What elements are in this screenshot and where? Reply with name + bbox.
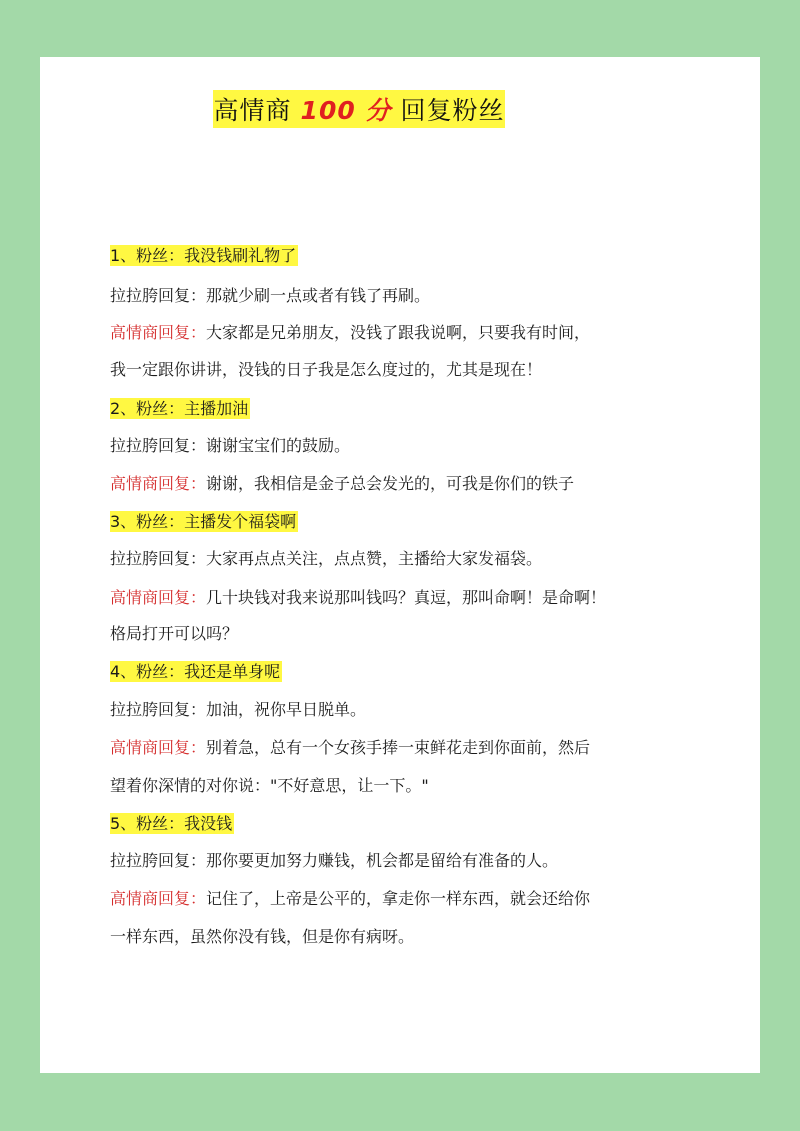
title-score: 100 分 [300, 96, 392, 125]
eq-reply-2 [110, 473, 574, 495]
question-5 [110, 813, 234, 835]
reply-text: 谢谢宝宝们的鼓励。 [206, 436, 351, 455]
eq-reply-text-cont: 格局打开可以吗？ [110, 624, 239, 643]
reply-text: 那就少刷一点或者有钱了再刷。 [206, 286, 431, 305]
eq-reply-text: 几十块钱对我来说那叫钱吗？真逗，那叫命啊！是命啊！ [206, 588, 607, 607]
reply-5 [110, 850, 558, 872]
title-prefix: 高情商 [213, 96, 292, 125]
reply-label: 拉拉胯回复： [110, 549, 207, 568]
question-highlight: 3、粉丝：主播发个福袋啊 [110, 512, 297, 531]
eq-reply-text: 谢谢，我相信是金子总会发光的，可我是你们的铁子 [206, 474, 575, 493]
eq-reply-label: 高情商回复： [110, 474, 207, 493]
eq-reply-label: 高情商回复： [110, 738, 207, 757]
eq-reply-label: 高情商回复： [110, 588, 207, 607]
question-1 [110, 245, 298, 267]
question-4 [110, 661, 282, 683]
title-suffix: 回复粉丝 [400, 96, 505, 125]
question-3 [110, 511, 298, 533]
eq-reply-text-cont: 我一定跟你讲讲，没钱的日子我是怎么度过的，尤其是现在！ [110, 360, 543, 379]
eq-reply-1-cont [110, 359, 542, 381]
eq-reply-label: 高情商回复： [110, 889, 207, 908]
eq-reply-text: 大家都是兄弟朋友，没钱了跟我说啊，只要我有时间， [206, 323, 591, 342]
question-highlight: 4、粉丝：我还是单身呢 [110, 662, 281, 681]
eq-reply-5-cont [110, 926, 414, 948]
question-highlight: 2、粉丝：主播加油 [110, 399, 249, 418]
eq-reply-5 [110, 888, 590, 910]
reply-1 [110, 285, 430, 307]
question-highlight: 5、粉丝：我没钱 [110, 814, 233, 833]
reply-text: 那你要更加努力赚钱，机会都是留给有准备的人。 [206, 851, 559, 870]
eq-reply-text: 记住了，上帝是公平的，拿走你一样东西，就会还给你 [206, 889, 591, 908]
reply-text: 加油，祝你早日脱单。 [206, 700, 367, 719]
reply-label: 拉拉胯回复： [110, 700, 207, 719]
page-title [213, 90, 505, 128]
eq-reply-text: 别着急，总有一个女孩手捧一束鲜花走到你面前，然后 [206, 738, 591, 757]
eq-reply-3 [110, 587, 606, 609]
eq-reply-1 [110, 322, 590, 344]
question-highlight: 1、粉丝：我没钱刷礼物了 [110, 246, 297, 265]
eq-reply-4 [110, 737, 590, 759]
eq-reply-label: 高情商回复： [110, 323, 207, 342]
reply-label: 拉拉胯回复： [110, 436, 207, 455]
eq-reply-3-cont [110, 623, 238, 645]
reply-text: 大家再点点关注，点点赞，主播给大家发福袋。 [206, 549, 543, 568]
question-2 [110, 398, 250, 420]
reply-2 [110, 435, 350, 457]
reply-3 [110, 548, 542, 570]
eq-reply-text-cont: 一样东西，虽然你没有钱，但是你有病呀。 [110, 927, 415, 946]
reply-label: 拉拉胯回复： [110, 851, 207, 870]
eq-reply-text-cont: 望着你深情的对你说："不好意思，让一下。" [110, 776, 429, 795]
reply-4 [110, 699, 366, 721]
eq-reply-4-cont [110, 775, 429, 797]
reply-label: 拉拉胯回复： [110, 286, 207, 305]
